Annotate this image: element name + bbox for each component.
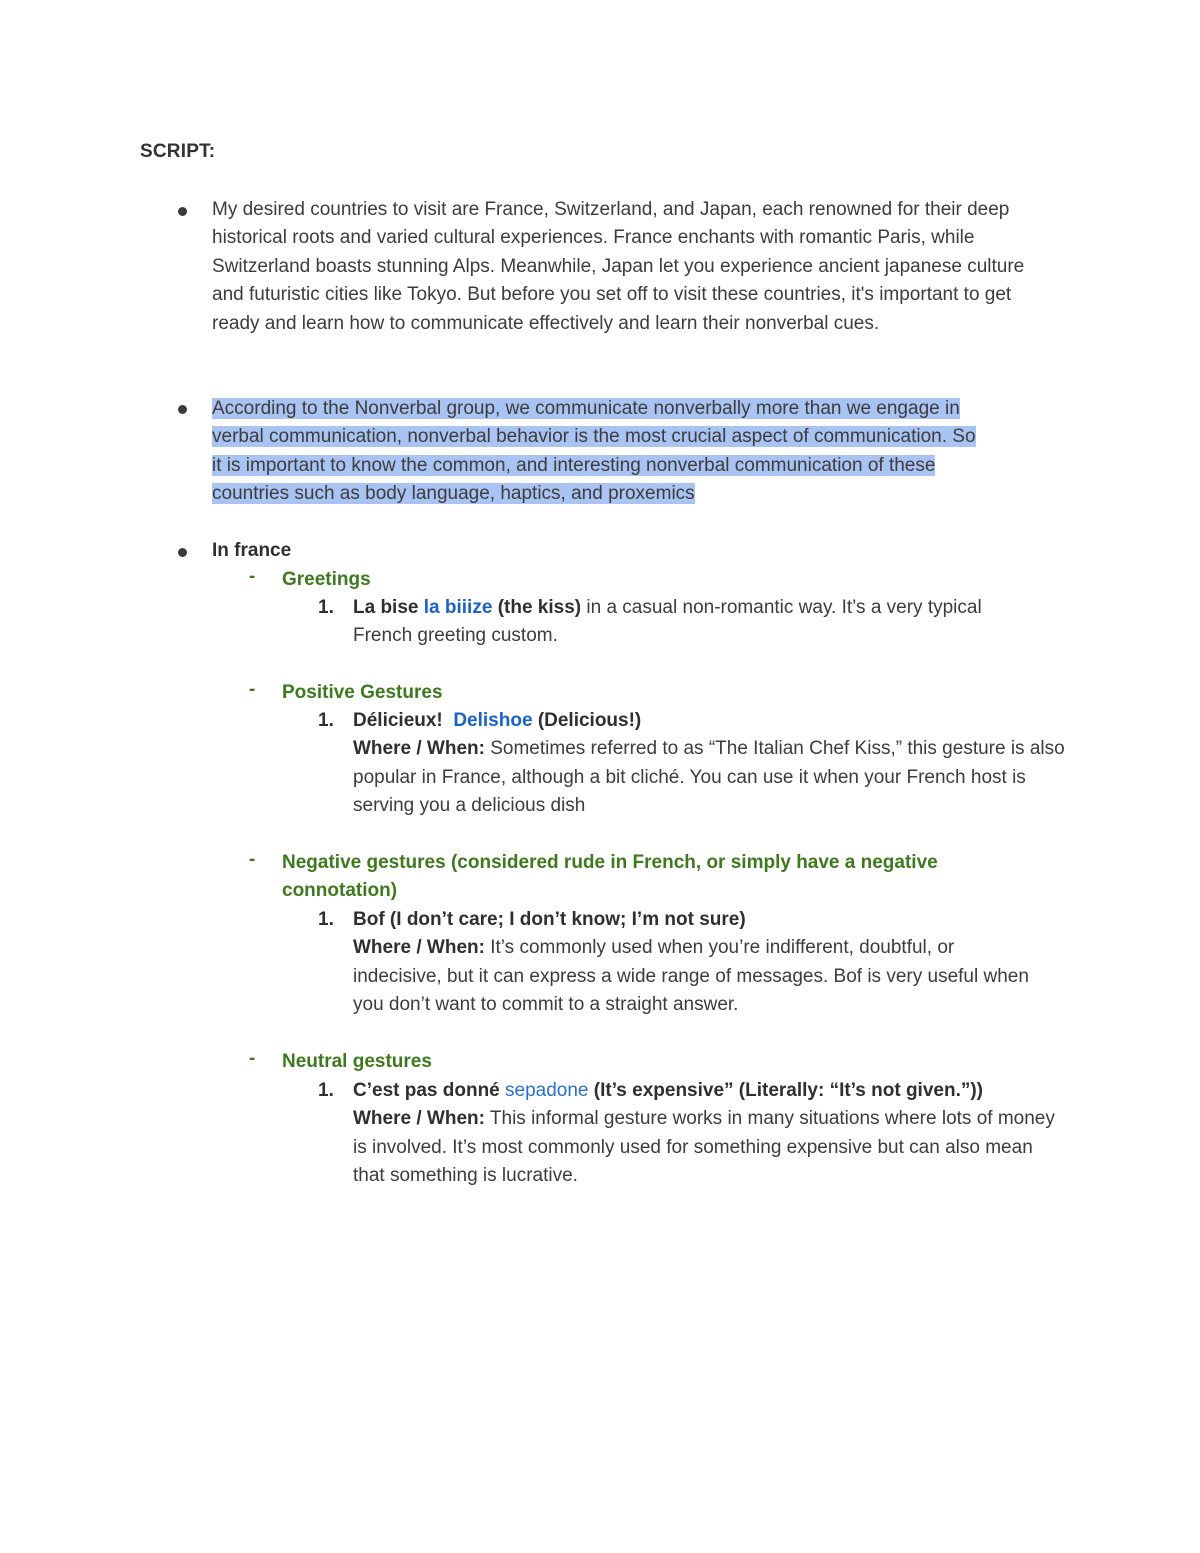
highlighted-line: countries such as body language, haptics, and proxemics: [212, 483, 695, 505]
item-number: 1.: [318, 1080, 334, 1101]
section-dash: -: [249, 566, 256, 587]
meaning: (It’s expensive” (Literally: “It’s not given.”)): [593, 1080, 984, 1101]
highlighted-line: it is important to know the common, and interesting nonverbal communication of these: [212, 454, 936, 476]
negative-gestures-heading: Negative gestures (considered rude in French, or simply have a negative connotation): [282, 852, 938, 902]
meaning: (the kiss): [497, 597, 582, 618]
section-dash: -: [249, 679, 256, 700]
greetings-heading: Greetings: [282, 569, 371, 590]
script-heading: SCRIPT:: [140, 141, 216, 162]
greetings-item: [353, 594, 1033, 651]
section-dash: -: [249, 1048, 256, 1069]
description: It’s commonly used when you’re indifferent, doubtful, or indecisive, but it can express a wide range of messages. Bof is very useful when you don’t want to commit to a straight answer.: [353, 937, 1029, 1016]
pronunciation: la biiize: [423, 597, 493, 618]
item-number: 1.: [318, 710, 334, 731]
positive-gestures-heading: Positive Gestures: [282, 682, 443, 703]
term: La bise: [353, 597, 419, 618]
where-when-label: Where / When:: [353, 738, 485, 760]
neutral-gestures-heading: Neutral gestures: [282, 1051, 432, 1072]
highlighted-line: According to the Nonverbal group, we communicate nonverbally more than we engage in: [212, 398, 960, 419]
item-number: 1.: [318, 909, 334, 930]
bullet-dot: [178, 405, 187, 414]
where-when-label: Where / When:: [353, 937, 485, 959]
description: Sometimes referred to as “The Italian Chef Kiss,” this gesture is also popular in France, although a bit cliché. You can use it when your French host is serving you a delicious dish: [353, 738, 1065, 817]
pronunciation: sepadone: [505, 1080, 589, 1101]
neutral-item: [353, 1077, 1068, 1191]
bullet-dot: [178, 207, 187, 216]
pronunciation: Delishoe: [453, 710, 533, 731]
where-when-label: Where / When:: [353, 1108, 485, 1130]
term: Délicieux!: [353, 710, 443, 731]
negative-item: [353, 906, 1043, 1020]
highlighted-line: verbal communication, nonverbal behavior is the most crucial aspect of communication. So: [212, 426, 976, 448]
term: Bof (I don’t care; I don’t know; I’m not sure): [353, 909, 746, 930]
meaning: (Delicious!): [537, 710, 642, 731]
term: C’est pas donné: [353, 1080, 500, 1101]
positive-item: [353, 707, 1073, 821]
intro-paragraph: My desired countries to visit are France, Switzerland, and Japan, each renowned for their deep historical roots and varied cultural experiences. France enchants with romantic Paris, while Switzerland boasts stunning Alps. Meanwhile, Japan let you experience ancient japanese culture and futuristic cities like Tokyo. But before you set off to visit these countries, it's important to get ready and learn how to communicate effectively and learn their nonverbal cues.: [212, 199, 1025, 334]
section-dash: -: [249, 849, 256, 870]
in-france-heading: In france: [212, 540, 292, 561]
description: in a casual non-romantic way. It’s a very typical French greeting custom.: [353, 597, 982, 647]
bullet-dot: [178, 548, 187, 557]
nonverbal-paragraph: [212, 395, 1072, 509]
description: This informal gesture works in many situations where lots of money is involved. It’s most commonly used for something expensive but can also mean that something is lucrative.: [353, 1108, 1055, 1187]
item-number: 1.: [318, 597, 334, 618]
